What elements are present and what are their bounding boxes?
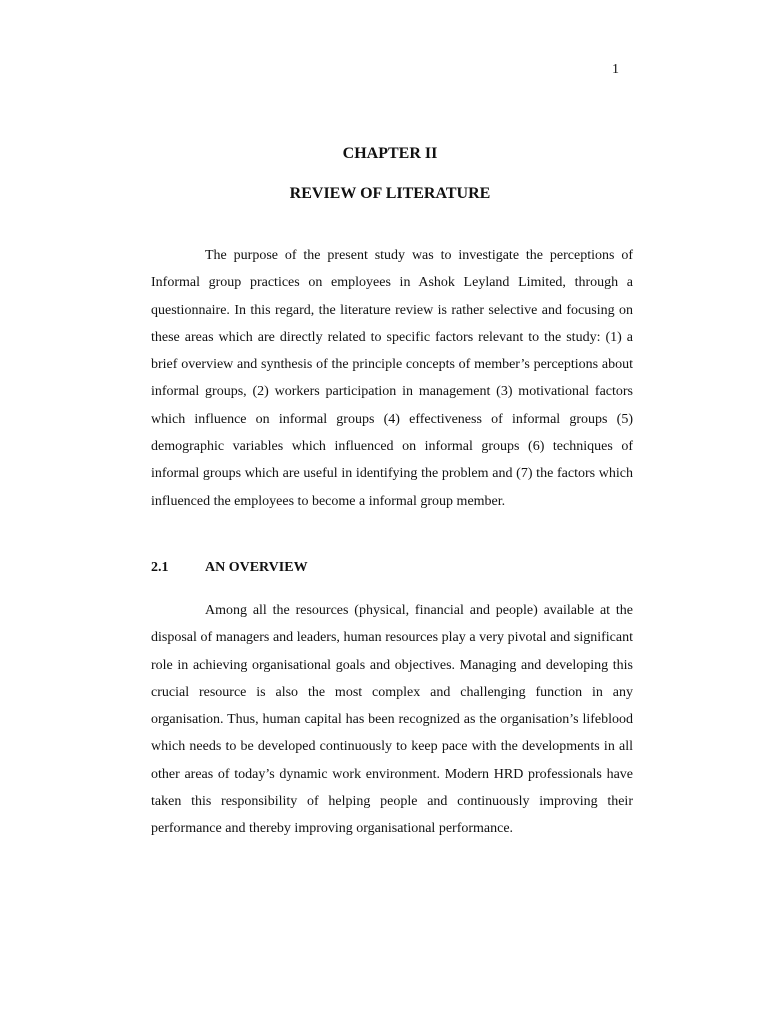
section-number: 2.1: [151, 560, 169, 575]
intro-paragraph: The purpose of the present study was to investigate the perceptions of Informal group practices on employees in Ashok Leyland Limited, through a questionnaire. In this regard, the literature review is rather selective and focusing on these areas which are directly related to specific factors relevant to the study: (1) a brief overview and synthesis of the principle concepts of member’s perceptions about informal groups, (2) workers participation in management (3) motivational factors which influence on informal groups (4) effectiveness of informal groups (5) demographic variables which influenced on informal groups (6) techniques of informal groups which are useful in identifying the problem and (7) the factors which influenced the employees to become a informal group member.: [151, 248, 633, 509]
chapter-title: CHAPTER II: [342, 145, 438, 162]
section-heading: [151, 560, 308, 576]
page-number: 1: [612, 62, 619, 77]
chapter-subtitle: REVIEW OF LITERATURE: [289, 185, 491, 202]
section-title: AN OVERVIEW: [205, 560, 308, 575]
overview-paragraph: Among all the resources (physical, financial and people) available at the disposal of managers and leaders, human resources play a very pivotal and significant role in achieving organisational goals and objectives. Managing and developing this crucial resource is also the most complex and challenging function in any organisation. Thus, human capital has been recognized as the organisation’s lifeblood which needs to be developed continuously to keep pace with the developments in all other areas of today’s dynamic work environment. Modern HRD professionals have taken this responsibility of helping people and continuously improving their performance and thereby improving organisational performance.: [151, 603, 633, 837]
